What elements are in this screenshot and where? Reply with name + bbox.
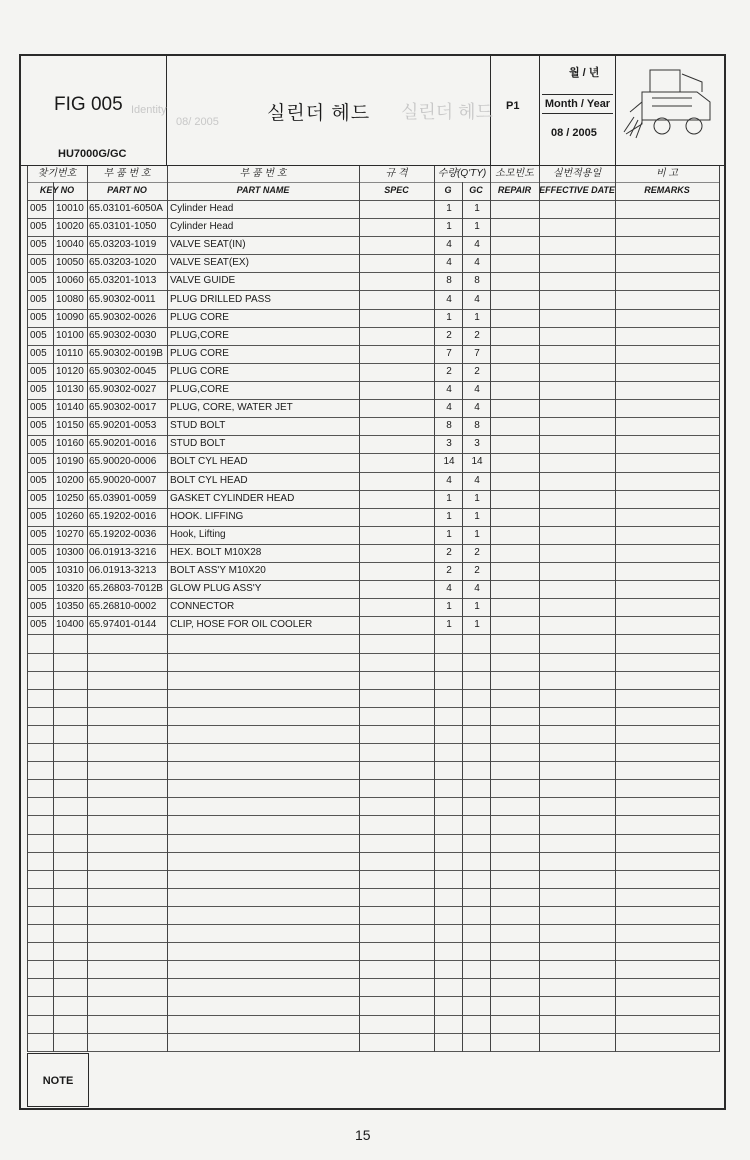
qty-g: 1 [446, 511, 452, 522]
qty-gc: 14 [471, 456, 483, 467]
key-no: 10040 [56, 239, 84, 250]
part-no: 65.03201-1013 [89, 275, 157, 286]
table-row [21, 291, 721, 309]
part-name: PLUG CORE [170, 312, 229, 323]
part-no: 65.03901-0059 [89, 493, 157, 504]
model-code: HU7000G/GC [58, 148, 127, 160]
qty-gc: 1 [474, 511, 480, 522]
qty-gc: 1 [474, 493, 480, 504]
qty-gc: 4 [474, 583, 480, 594]
fig-code: 005 [30, 511, 47, 522]
part-no: 06.01913-3213 [89, 565, 157, 576]
key-no: 10120 [56, 366, 84, 377]
qty-gc: 1 [474, 601, 480, 612]
qty-gc: 2 [474, 547, 480, 558]
table-row [21, 417, 721, 435]
col-head-spec: 규 격 SPEC [384, 168, 409, 195]
part-name: HOOK. LIFFING [170, 511, 244, 522]
qty-gc: 7 [474, 348, 480, 359]
table-row [21, 399, 721, 417]
qty-g: 7 [446, 348, 452, 359]
part-name: CLIP, HOSE FOR OIL COOLER [170, 619, 313, 630]
qty-gc: 1 [474, 312, 480, 323]
col-head-remarks: 비 고 REMARKS [644, 168, 690, 195]
part-no: 65.03203-1019 [89, 239, 157, 250]
qty-gc: 1 [474, 221, 480, 232]
qty-g: 1 [446, 221, 452, 232]
part-no: 65.03101-1050 [89, 221, 157, 232]
fig-code: 005 [30, 475, 47, 486]
table-row [21, 200, 721, 218]
key-no: 10260 [56, 511, 84, 522]
part-no: 65.90302-0017 [89, 402, 157, 413]
table-row [21, 218, 721, 236]
issue-date: 08 / 2005 [551, 127, 597, 139]
fig-code: 005 [30, 330, 47, 341]
part-no: 65.26810-0002 [89, 601, 157, 612]
part-name: BOLT ASS'Y M10X20 [170, 565, 266, 576]
fig-code: 005 [30, 203, 47, 214]
fig-code: 005 [30, 529, 47, 540]
fig-code: 005 [30, 438, 47, 449]
key-no: 10100 [56, 330, 84, 341]
part-no: 65.90302-0011 [89, 294, 156, 305]
fig-code: 005 [30, 619, 47, 630]
qty-g: 4 [446, 583, 452, 594]
part-name: PLUG DRILLED PASS [170, 294, 271, 305]
qty-gc: 4 [474, 384, 480, 395]
table-row [21, 345, 721, 363]
note-label: NOTE [27, 1053, 89, 1107]
part-name: PLUG CORE [170, 348, 229, 359]
qty-g: 4 [446, 294, 452, 305]
key-no: 10200 [56, 475, 84, 486]
part-no: 65.26803-7012B [89, 583, 163, 594]
part-name: GASKET CYLINDER HEAD [170, 493, 295, 504]
fig-code: 005 [30, 420, 47, 431]
part-name: PLUG,CORE [170, 384, 229, 395]
part-name: Cylinder Head [170, 221, 234, 232]
fig-code: 005 [30, 547, 47, 558]
fig-code: 005 [30, 601, 47, 612]
qty-g: 4 [446, 257, 452, 268]
table-row [21, 490, 721, 508]
part-no: 65.90302-0027 [89, 384, 157, 395]
table-row [21, 236, 721, 254]
part-name: STUD BOLT [170, 420, 226, 431]
figure-number: FIG 005 [54, 94, 123, 115]
qty-g: 1 [446, 619, 452, 630]
part-name: Cylinder Head [170, 203, 234, 214]
qty-g: 8 [446, 420, 452, 431]
key-no: 10190 [56, 456, 84, 467]
part-no: 65.90302-0019B [89, 348, 163, 359]
table-row [21, 327, 721, 345]
part-no: 65.03203-1020 [89, 257, 157, 268]
part-name: BOLT CYL HEAD [170, 456, 248, 467]
fig-code: 005 [30, 384, 47, 395]
table-row [21, 453, 721, 471]
qty-gc: 1 [474, 529, 480, 540]
part-no: 65.03101-6050A [89, 203, 163, 214]
table-row [21, 598, 721, 616]
qty-gc: 8 [474, 420, 480, 431]
key-no: 10350 [56, 601, 84, 612]
qty-g: 1 [446, 493, 452, 504]
table-row [21, 562, 721, 580]
fig-code: 005 [30, 294, 47, 305]
part-no: 06.01913-3216 [89, 547, 157, 558]
key-no: 10150 [56, 420, 84, 431]
part-no: 65.90302-0045 [89, 366, 157, 377]
part-name: CONNECTOR [170, 601, 235, 612]
qty-g: 2 [446, 565, 452, 576]
qty-g: 4 [446, 475, 452, 486]
sheet-header: Identity 08/ 2005 실린더 헤드 FIG 005 HU7000G/GC 실린더 헤드 P1 월 / 년 Month / Year 08 / 2005 [21, 56, 724, 166]
qty-gc: 2 [474, 366, 480, 377]
part-name: VALVE GUIDE [170, 275, 236, 286]
key-no: 10130 [56, 384, 84, 395]
part-no: 65.90201-0016 [89, 438, 157, 449]
qty-gc: 1 [474, 619, 480, 630]
col-head-key: 찾기번호 KEY NO [37, 168, 77, 195]
part-name: PLUG, CORE, WATER JET [170, 402, 293, 413]
qty-gc: 4 [474, 294, 480, 305]
qty-g: 14 [443, 456, 455, 467]
key-no: 10090 [56, 312, 84, 323]
fig-code: 005 [30, 312, 47, 323]
month-year-label-en: Month / Year [542, 94, 613, 114]
qty-gc: 2 [474, 565, 480, 576]
qty-g: 4 [446, 402, 452, 413]
key-no: 10010 [56, 203, 84, 214]
fig-code: 005 [30, 221, 47, 232]
part-name: VALVE SEAT(EX) [170, 257, 249, 268]
table-row [21, 472, 721, 490]
qty-gc: 4 [474, 257, 480, 268]
fig-code: 005 [30, 275, 47, 286]
col-head-qty-g: G [444, 185, 452, 195]
qty-g: 1 [446, 601, 452, 612]
combine-harvester-illustration [622, 62, 720, 140]
table-row [21, 580, 721, 598]
part-name: BOLT CYL HEAD [170, 475, 248, 486]
part-no: 65.19202-0036 [89, 529, 157, 540]
key-no: 10250 [56, 493, 84, 504]
qty-gc: 1 [474, 203, 480, 214]
qty-g: 1 [446, 312, 452, 323]
key-no: 10020 [56, 221, 84, 232]
fig-code: 005 [30, 257, 47, 268]
fig-code: 005 [30, 456, 47, 467]
fig-code: 005 [30, 366, 47, 377]
month-year-label-ko: 월 / 년 [569, 67, 600, 79]
key-no: 10400 [56, 619, 84, 630]
part-no: 65.90201-0053 [89, 420, 157, 431]
col-head-qty: 수량(Q'TY) [437, 168, 487, 179]
key-no: 10140 [56, 402, 84, 413]
part-name: PLUG CORE [170, 366, 229, 377]
table-row [21, 526, 721, 544]
fig-code: 005 [30, 239, 47, 250]
fig-code: 005 [30, 348, 47, 359]
table-row [21, 544, 721, 562]
table-row [21, 435, 721, 453]
qty-gc: 4 [474, 475, 480, 486]
table-row [21, 381, 721, 399]
qty-gc: 4 [474, 239, 480, 250]
part-no: 65.90020-0007 [89, 475, 157, 486]
key-no: 10310 [56, 565, 84, 576]
key-no: 10060 [56, 275, 84, 286]
parts-sheet [19, 54, 726, 1110]
part-name: VALVE SEAT(IN) [170, 239, 246, 250]
qty-g: 2 [446, 366, 452, 377]
qty-g: 2 [446, 547, 452, 558]
key-no: 10080 [56, 294, 84, 305]
fig-code: 005 [30, 583, 47, 594]
qty-gc: 4 [474, 402, 480, 413]
part-name: STUD BOLT [170, 438, 226, 449]
qty-g: 4 [446, 384, 452, 395]
qty-gc: 2 [474, 330, 480, 341]
part-no: 65.90302-0026 [89, 312, 157, 323]
key-no: 10050 [56, 257, 84, 268]
qty-g: 8 [446, 275, 452, 286]
col-head-qty-gc: GC [469, 185, 483, 195]
qty-gc: 3 [474, 438, 480, 449]
part-no: 65.97401-0144 [89, 619, 157, 630]
col-head-part-no: 부 품 번 호 PART NO [103, 168, 151, 195]
key-no: 10270 [56, 529, 84, 540]
table-row [21, 309, 721, 327]
key-no: 10300 [56, 547, 84, 558]
table-row [21, 616, 721, 634]
qty-g: 2 [446, 330, 452, 341]
table-row [21, 272, 721, 290]
qty-g: 3 [446, 438, 452, 449]
col-head-effective: 실번적용일 EFFECTIVE DATE [539, 168, 615, 195]
part-name: Hook, Lifting [170, 529, 226, 540]
key-no: 10110 [56, 348, 84, 359]
part-name: GLOW PLUG ASS'Y [170, 583, 262, 594]
part-name: HEX. BOLT M10X28 [170, 547, 262, 558]
col-head-repair: 소모빈도 REPAIR [495, 168, 534, 195]
fig-code: 005 [30, 565, 47, 576]
qty-g: 1 [446, 529, 452, 540]
part-name: PLUG,CORE [170, 330, 229, 341]
qty-gc: 8 [474, 275, 480, 286]
part-no: 65.90020-0006 [89, 456, 157, 467]
fig-code: 005 [30, 402, 47, 413]
table-row [21, 254, 721, 272]
table-row [21, 508, 721, 526]
qty-g: 4 [446, 239, 452, 250]
key-no: 10160 [56, 438, 84, 449]
table-row [21, 363, 721, 381]
col-head-part-name: 부 품 번 호 PART NAME [236, 168, 290, 195]
qty-g: 1 [446, 203, 452, 214]
page-code: P1 [506, 100, 520, 112]
part-no: 65.90302-0030 [89, 330, 157, 341]
fig-code: 005 [30, 493, 47, 504]
page-number: 15 [355, 1127, 371, 1143]
page-title: 실린더 헤드 [267, 103, 371, 124]
key-no: 10320 [56, 583, 84, 594]
part-no: 65.19202-0016 [89, 511, 157, 522]
